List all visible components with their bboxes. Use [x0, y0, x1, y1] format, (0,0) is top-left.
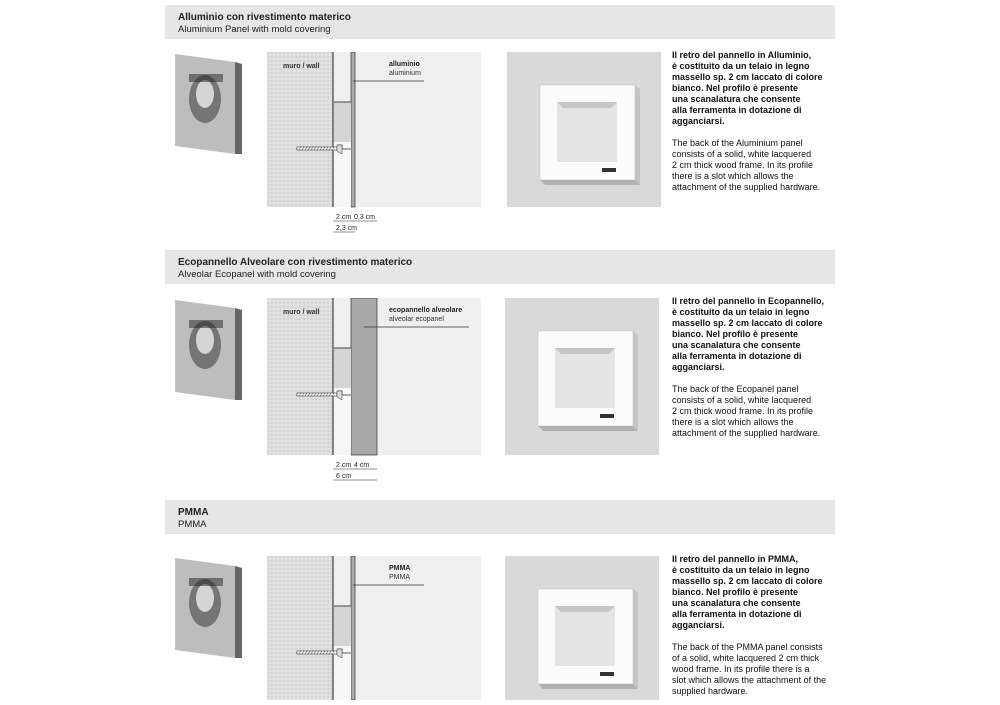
description-en: The back of the Ecopanel panel consists of a solid, white lacquered 2 cm thick wood frame. In its profile there is a slot which allows the attachment of the supplied hardware.: [672, 384, 821, 438]
material-label-it: PMMA: [389, 565, 411, 572]
cross-section-diagram: [267, 52, 481, 239]
hardware-slot-icon: [600, 672, 614, 676]
hardware-slot-icon: [600, 414, 614, 418]
dimension-label: 2 cm: [336, 462, 352, 469]
dimension-label: 0,3 cm: [354, 214, 376, 221]
wall-area: [267, 52, 333, 207]
frame-back-photo: [505, 298, 659, 455]
section-title-en: PMMA: [178, 519, 207, 530]
wall-area: [267, 556, 333, 700]
artwork-thumbnail: [175, 54, 243, 154]
section-title-it: PMMA: [178, 507, 209, 518]
hardware-slot-icon: [602, 168, 616, 172]
section-header: [165, 250, 835, 284]
description-en: The back of the PMMA panel consists of a solid, white lacquered 2 cm thick wood frame. In its profile there is a slot which allows the attachment of the supplied hardware.: [672, 642, 827, 696]
description: [672, 554, 837, 697]
material-label-en: alveolar ecopanel: [389, 316, 444, 323]
material-label-en: aluminium: [389, 70, 421, 77]
artwork-thumbnail: [175, 558, 243, 658]
description-it: Il retro del pannello in Ecopannello, è costituito da un telaio in legno massello sp. 2 cm laccato di colore bianco. Nel profilo è presente una scanalatura che consente alla ferramenta in dotazione di agganciarsi.: [672, 296, 825, 372]
dimension-label: 4 cm: [354, 462, 370, 469]
section-title-it: Alluminio con rivestimento materico: [178, 12, 351, 23]
panel-layer: [351, 298, 377, 455]
wall-label: muro / wall: [283, 309, 320, 316]
description-it: Il retro del pannello in PMMA, è costituito da un telaio in legno massello sp. 2 cm laccato di colore bianco. Nel profilo è presente una scanalatura che consente alla ferramenta in dotazione di agganciarsi.: [672, 554, 823, 630]
cross-section-diagram: [267, 556, 481, 700]
panel-layer: [351, 556, 355, 700]
dimension-label: 2 cm: [336, 214, 352, 221]
section-title-en: Aluminium Panel with mold covering: [178, 24, 331, 35]
dimension-total: 2,3 cm: [336, 225, 358, 232]
frame-back-photo: [505, 556, 659, 700]
wall-label: muro / wall: [283, 63, 320, 70]
dimension-total: 6 cm: [336, 473, 352, 480]
description-en: The back of the Aluminium panel consists of a solid, white lacquered 2 cm thick wood frame. In its profile there is a slot which allows the attachment of the supplied hardware.: [672, 138, 821, 192]
cross-section-diagram: [267, 298, 481, 487]
section-title-it: Ecopannello Alveolare con rivestimento materico: [178, 257, 413, 268]
wall-area: [267, 298, 333, 455]
panel-layer: [351, 52, 355, 207]
section-header: [165, 5, 835, 39]
material-label-en: PMMA: [389, 574, 410, 581]
description: [672, 50, 837, 193]
material-label-it: ecopannello alveolare: [389, 307, 463, 314]
artwork-thumbnail: [175, 300, 243, 400]
frame-back-photo: [507, 52, 661, 207]
material-label-it: alluminio: [389, 61, 420, 68]
description-it: Il retro del pannello in Alluminio, è costituito da un telaio in legno massello sp. 2 cm laccato di colore bianco. Nel profilo è presente una scanalatura che consente alla ferramenta in dotazione di agganciarsi.: [672, 50, 823, 126]
section-title-en: Alveolar Ecopanel with mold covering: [178, 269, 336, 280]
description: [672, 296, 837, 439]
section-header: [165, 500, 835, 534]
